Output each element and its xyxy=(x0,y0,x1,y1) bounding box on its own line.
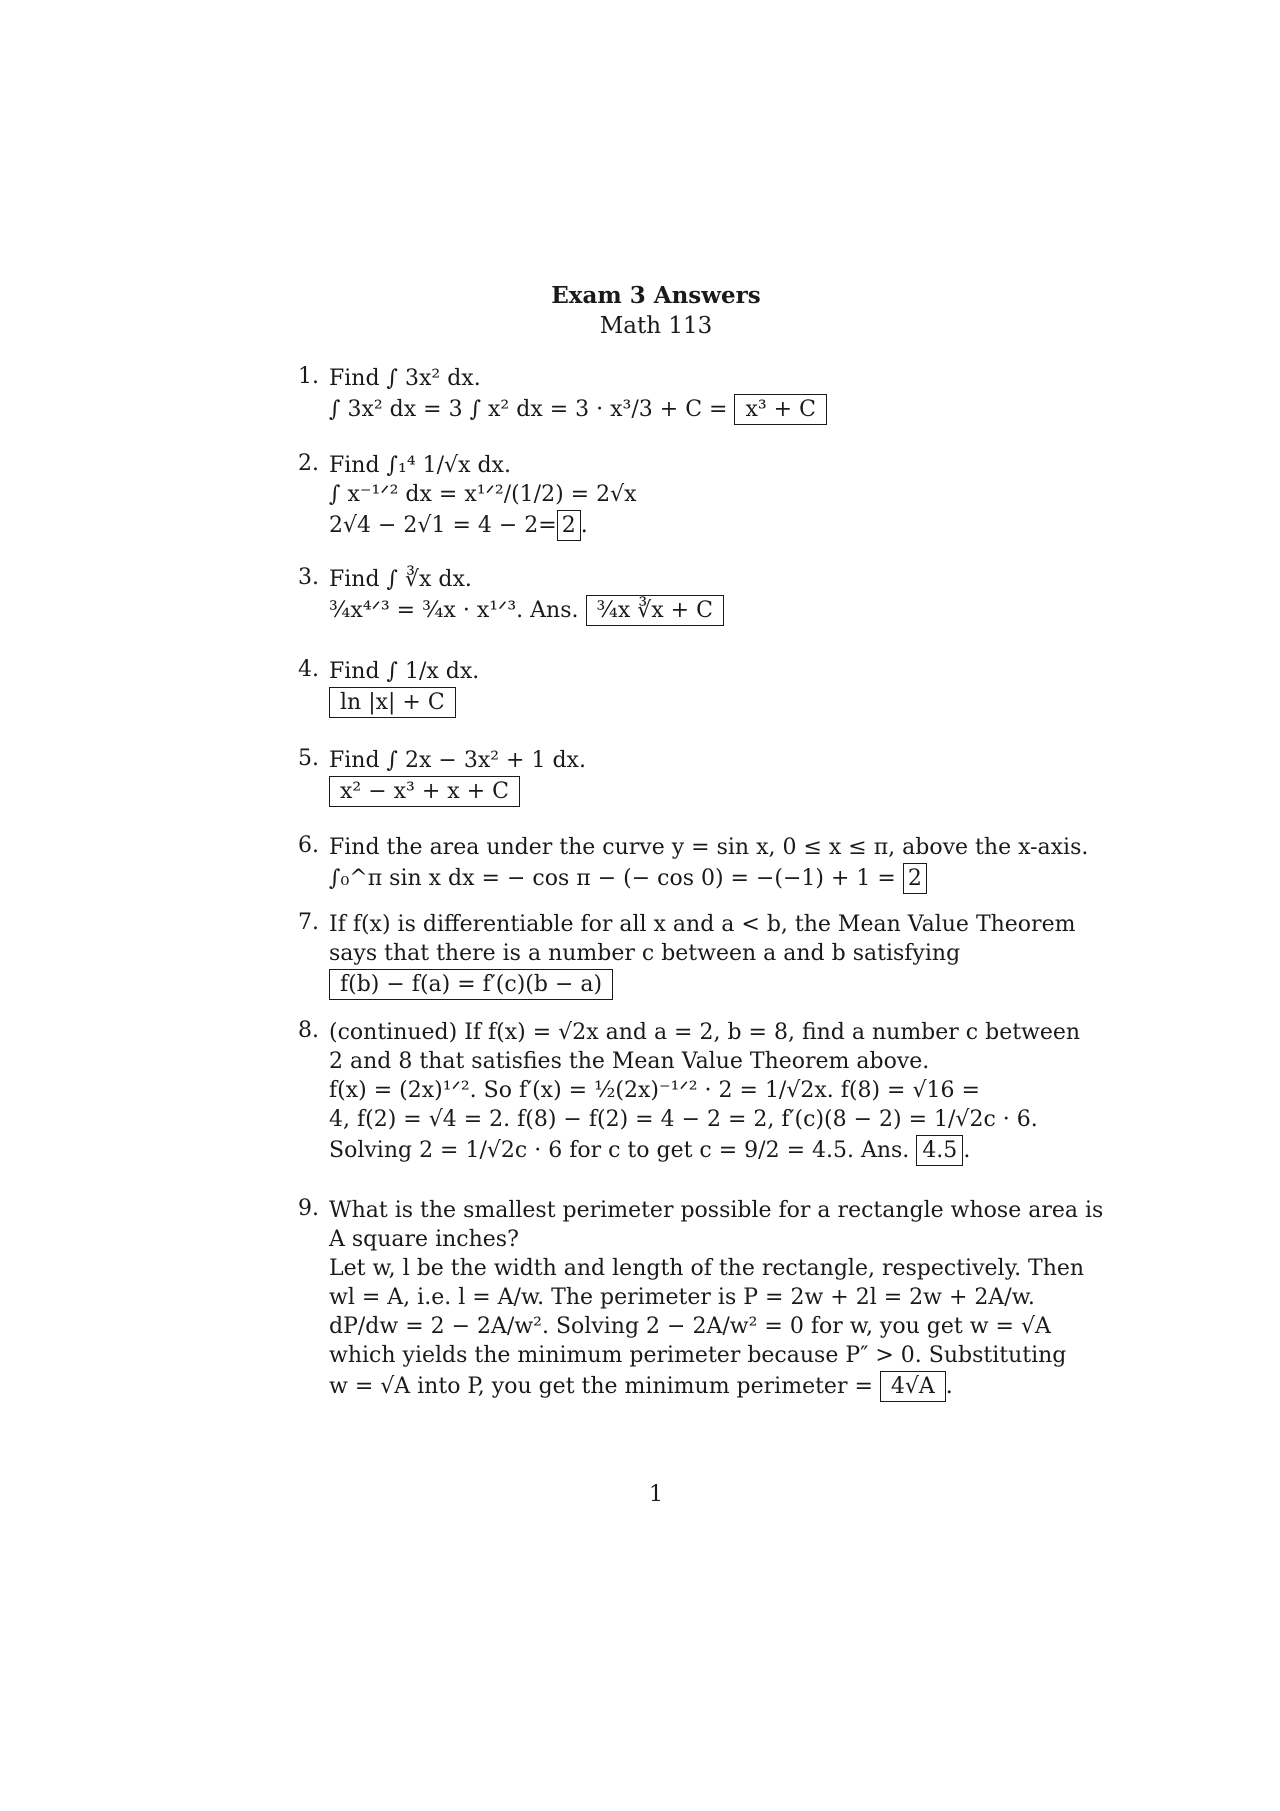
problem-statement: Find ∫₁⁴ 1/√x dx. xyxy=(329,453,511,478)
problem-statement: Find ∫ ∛x dx. xyxy=(329,567,472,592)
boxed-answer: 4√A xyxy=(880,1371,946,1402)
problem-statement: If f(x) is differentiable for all x and a < b, the Mean Value Theorem xyxy=(329,912,1076,937)
problem-number: 9. xyxy=(298,1196,319,1221)
boxed-answer: f(b) − f(a) = f′(c)(b − a) xyxy=(329,969,613,1000)
solution-line: 2√4 − 2√1 = 4 − 2= 2 . xyxy=(329,509,1046,542)
problem-number: 8. xyxy=(298,1018,319,1043)
problem-statement: (continued) If f(x) = √2x and a = 2, b = 8, find a number c between xyxy=(329,1020,1081,1045)
solution-line: which yields the minimum perimeter because P″ > 0. Substituting xyxy=(329,1343,1067,1368)
solution-text: Solving 2 = 1/√2c · 6 for c to get c = 9/2 = 4.5. Ans. xyxy=(329,1138,910,1163)
page-number: 1 xyxy=(649,1482,663,1507)
problem-statement: says that there is a number c between a and b satisfying xyxy=(329,941,961,966)
solution-text: 2√4 − 2√1 = 4 − 2= xyxy=(329,513,557,538)
problem-statement: A square inches? xyxy=(329,1227,519,1252)
solution-line xyxy=(329,393,1046,426)
boxed-answer: x² − x³ + x + C xyxy=(329,776,520,807)
problem-number: 6. xyxy=(298,833,319,858)
problem-number: 7. xyxy=(298,910,319,935)
boxed-answer: 2 xyxy=(557,510,581,541)
solution-line: Solving 2 = 1/√2c · 6 for c to get c = 9/2 = 4.5. Ans. 4.5 . xyxy=(329,1134,1046,1167)
boxed-answer: x³ + C xyxy=(734,394,826,425)
solution-text: ¾x⁴ᐟ³ = ¾x · x¹ᐟ³. Ans. xyxy=(329,598,579,623)
solution-text: ∫ 3x² dx = 3 ∫ x² dx = 3 · x³/3 + C = xyxy=(329,397,728,422)
boxed-answer: 2 xyxy=(903,863,927,894)
solution-line: f(x) = (2x)¹ᐟ². So f′(x) = ½(2x)⁻¹ᐟ² · 2 = 1/√2x. f(8) = √16 = xyxy=(329,1078,980,1103)
solution-line: 4, f(2) = √4 = 2. f(8) − f(2) = 4 − 2 = 2, f′(c)(8 − 2) = 1/√2c · 6. xyxy=(329,1107,1038,1132)
problem-statement: Find ∫ 3x² dx. xyxy=(329,366,481,391)
boxed-answer: 4.5 xyxy=(916,1135,963,1166)
problem-number: 3. xyxy=(298,565,319,590)
solution-line xyxy=(329,686,1046,719)
problem-statement: What is the smallest perimeter possible for a rectangle whose area is xyxy=(329,1198,1104,1223)
solution-line: Let w, l be the width and length of the rectangle, respectively. Then xyxy=(329,1256,1085,1281)
solution-line xyxy=(329,594,1046,627)
problem-statement: Find ∫ 1/x dx. xyxy=(329,659,480,684)
solution-line: dP/dw = 2 − 2A/w². Solving 2 − 2A/w² = 0 for w, you get w = √A xyxy=(329,1314,1051,1339)
page-subtitle: Math 113 xyxy=(599,313,713,339)
solution-text: ∫₀^π sin x dx = − cos π − (− cos 0) = −(−1) + 1 = xyxy=(329,866,896,891)
solution-line: ∫ x⁻¹ᐟ² dx = x¹ᐟ²/(1/2) = 2√x xyxy=(329,482,637,507)
solution-text: w = √A into P, you get the minimum perimeter = xyxy=(329,1374,873,1399)
problem-number: 1. xyxy=(298,364,319,389)
boxed-answer: ln |x| + C xyxy=(329,687,456,718)
problem-statement: Find the area under the curve y = sin x, 0 ≤ x ≤ π, above the x-axis. xyxy=(329,835,1089,860)
solution-line xyxy=(329,968,1046,1001)
solution-line: wl = A, i.e. l = A/w. The perimeter is P = 2w + 2l = 2w + 2A/w. xyxy=(329,1285,1035,1310)
problem-statement: 2 and 8 that satisfies the Mean Value Theorem above. xyxy=(329,1049,930,1074)
boxed-answer: ¾x ∛x + C xyxy=(586,595,724,626)
solution-line xyxy=(329,775,1046,808)
solution-line xyxy=(329,862,1046,895)
problem-number: 2. xyxy=(298,451,319,476)
solution-line: w = √A into P, you get the minimum perimeter = 4√A . xyxy=(329,1370,1046,1403)
problem-statement: Find ∫ 2x − 3x² + 1 dx. xyxy=(329,748,586,773)
page-title: Exam 3 Answers xyxy=(551,282,761,309)
problem-number: 5. xyxy=(298,746,319,771)
problem-number: 4. xyxy=(298,657,319,682)
